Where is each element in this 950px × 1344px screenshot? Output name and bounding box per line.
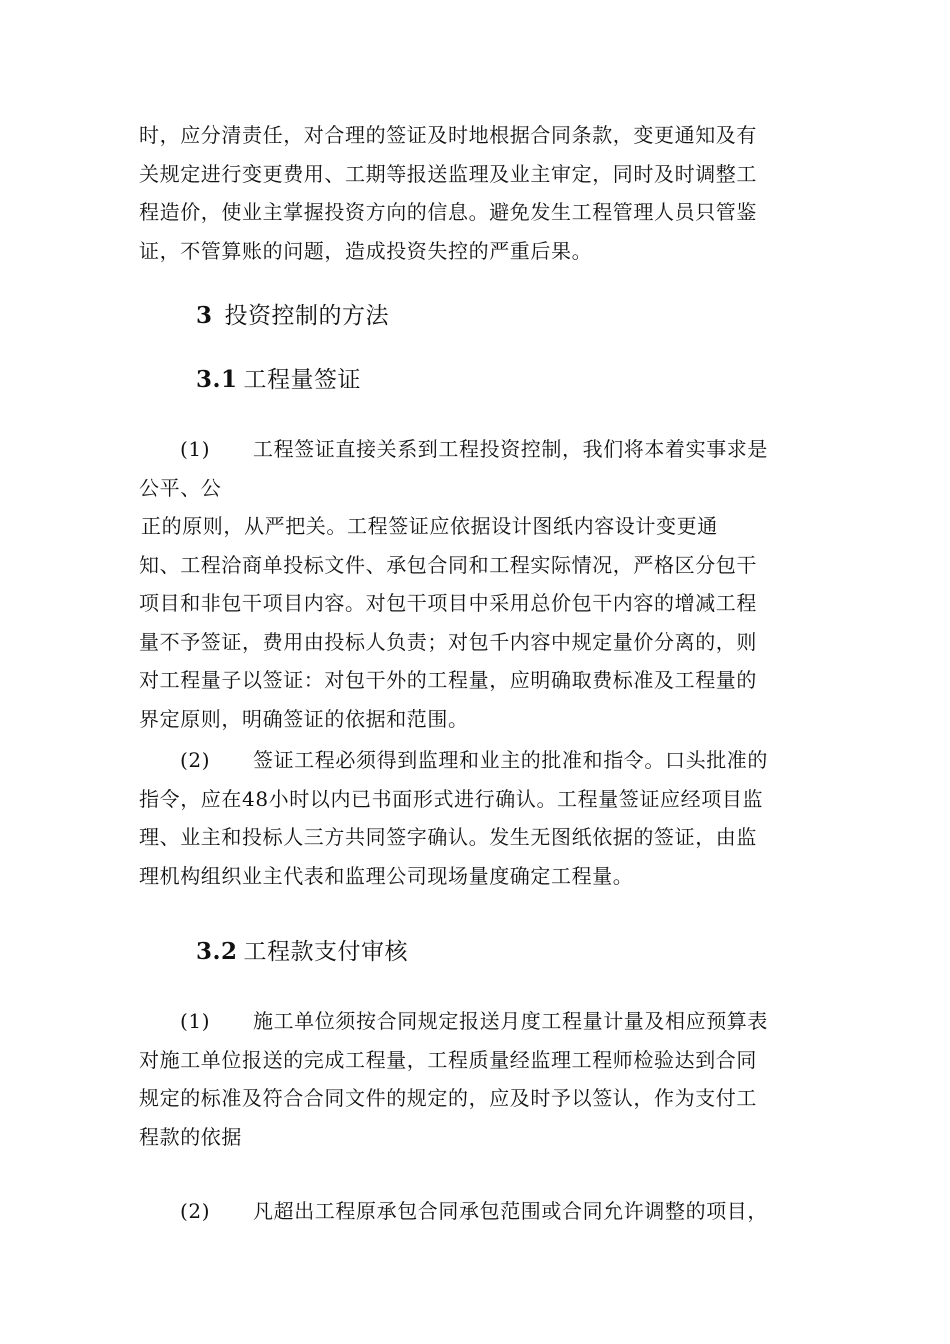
text-line: 程造价，使业主掌握投资方向的信息。避免发生工程管理人员只管鉴: [139, 200, 757, 224]
text-line: 对工程量子以签证：对包干外的工程量，应明确取费标准及工程量的: [139, 668, 757, 692]
section-title: 投资控制的方法: [224, 303, 390, 329]
item-number: (1): [180, 437, 211, 461]
section-3-2-item-2: [139, 1192, 815, 1231]
item-number: (2): [180, 748, 211, 772]
text-line: [139, 1002, 815, 1041]
intro-paragraph: [139, 116, 815, 270]
text-line: 理、业主和投标人三方共同签字确认。发生无图纸依据的签证，由监: [139, 825, 757, 849]
text-line: 公平、公: [139, 475, 222, 500]
section-3-heading: [196, 301, 389, 331]
section-3-1-item-2: [139, 741, 815, 895]
section-title: 工程款支付审核: [243, 939, 409, 965]
section-number: 3.2: [196, 938, 238, 965]
text-line: 程款的依据: [139, 1124, 242, 1149]
section-number: 3.1: [196, 366, 238, 393]
text-line: [139, 430, 815, 469]
item-number: (1): [180, 1009, 211, 1033]
text-line: 量不予签证，费用由投标人负责；对包千内容中规定量价分离的，则: [139, 629, 757, 654]
text-line: 证，不管算账的问题，造成投资失控的严重后果。: [139, 238, 593, 263]
text-line: 理机构组织业主代表和监理公司现场量度确定工程量。: [139, 863, 634, 888]
text-line: 时，应分清责任，对合理的签证及时地根据合同条款，变更通知及有: [139, 123, 757, 147]
text-fragment: 签证工程必须得到监理和业主的批准和指令。口头批准的: [253, 748, 768, 772]
text-line: [139, 1192, 815, 1231]
text-line: 知、工程洽商单投标文件、承包合同和工程实际情况，严格区分包干: [139, 552, 757, 577]
section-3-1-item-1: [139, 430, 815, 738]
section-3-2-item-1: [139, 1002, 815, 1156]
section-number: 3: [196, 302, 213, 329]
text-line: [139, 741, 815, 780]
text-fragment: 工程签证直接关系到工程投资控制，我们将本着实事求是: [253, 437, 768, 461]
text-line: 界定原则，明确签证的依据和范围。: [139, 706, 469, 731]
text-fragment: 施工单位须按合同规定报送月度工程量计量及相应预算表: [253, 1009, 768, 1033]
item-number: (2): [180, 1199, 211, 1223]
text-line: 指令，应在48小时以内已书面形式进行确认。工程量签证应经项目监: [139, 786, 764, 811]
section-3-2-heading: [196, 937, 408, 967]
text-line: 规定的标准及符合合同文件的规定的，应及时予以签认，作为支付工: [139, 1086, 757, 1110]
text-line: 正的原则，从严把关。工程签证应依据设计图纸内容设计变更通: [141, 514, 718, 538]
text-fragment: 凡超出工程原承包合同承包范围或合同允许调整的项目，: [253, 1199, 768, 1223]
text-line: 对施工单位报送的完成工程量，工程质量经监理工程师检验达到合同: [139, 1047, 757, 1072]
text-line: 项目和非包干项目内容。对包干项目中采用总价包干内容的增减工程: [139, 591, 757, 615]
section-title: 工程量签证: [243, 367, 362, 393]
text-line: 关规定进行变更费用、工期等报送监理及业主审定，同时及时调整工: [139, 161, 757, 186]
section-3-1-heading: [196, 365, 361, 395]
